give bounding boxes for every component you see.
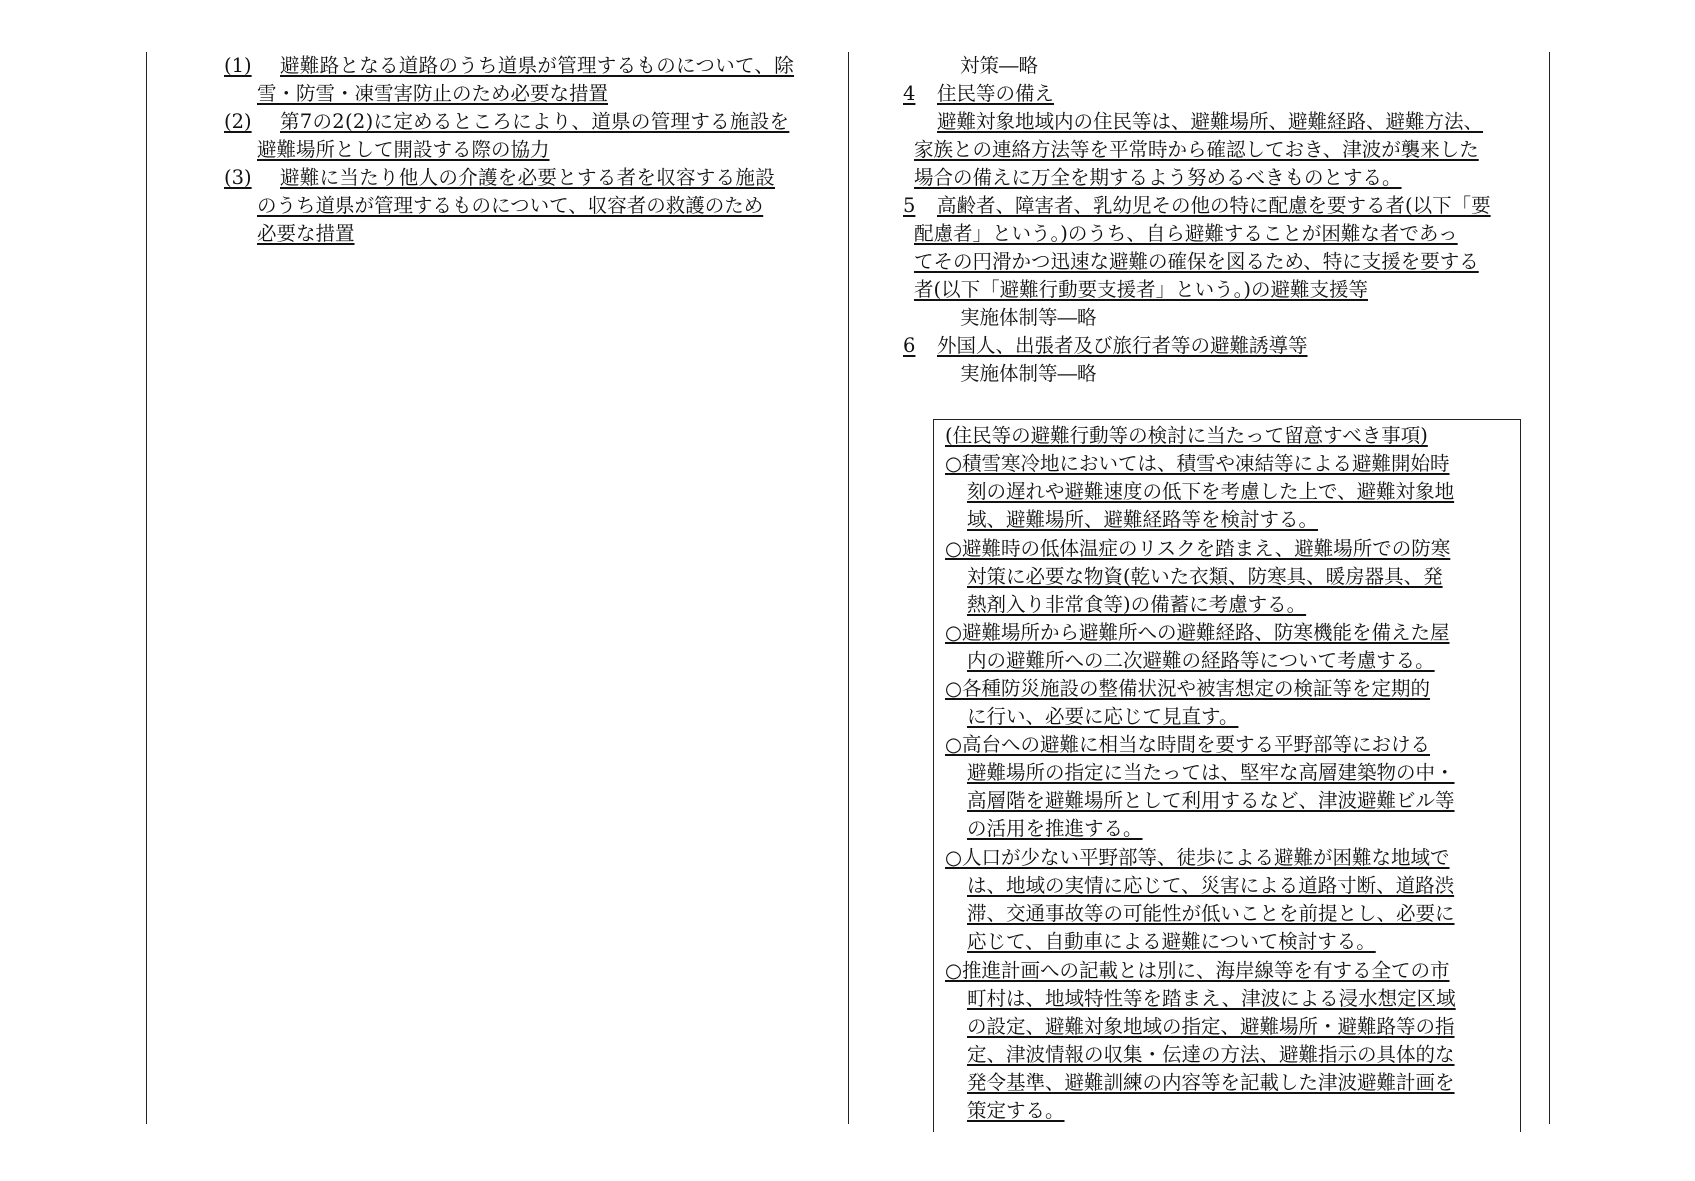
section-5-title: 高齢者、障害者、乳幼児その他の特に配慮を要する者(以下「要	[937, 194, 1491, 217]
item-2-number: (2)	[224, 110, 252, 133]
note-bullet-6-line-1: ○人口が少ない平野部等、徒歩による避難が困難な地域で	[945, 846, 1450, 869]
note-bullet-1-line-3: 域、避難場所、避難経路等を検討する。	[967, 508, 1319, 531]
item-2-line-1: 第7の2(2)に定めるところにより、道県の管理する施設を	[280, 110, 790, 133]
note-bullet-7-line-6: 策定する。	[967, 1099, 1065, 1122]
note-bullet-2-line-2: 対策に必要な物資(乾いた衣類、防寒具、暖房器具、発	[967, 565, 1443, 588]
section-4-number: 4	[903, 82, 916, 105]
section-5-number: 5	[903, 194, 916, 217]
item-3-line-1: 避難に当たり他人の介護を必要とする者を収容する施設	[280, 166, 776, 189]
note-bullet-3-line-1: ○避難場所から避難所への避難経路、防寒機能を備えた屋	[945, 621, 1450, 644]
note-bullet-2-line-3: 熱剤入り非常食等)の備蓄に考慮する。	[967, 593, 1307, 616]
note-bullet-2-line-1: ○避難時の低体温症のリスクを踏まえ、避難場所での防寒	[945, 537, 1451, 560]
note-box-heading: (住民等の避難行動等の検討に当たって留意すべき事項)	[945, 424, 1428, 447]
item-1-line-1: 避難路となる道路のうち道県が管理するものについて、除	[280, 54, 795, 77]
note-bullet-1-line-1: ○積雪寒冷地においては、積雪や凍結等による避難開始時	[945, 452, 1450, 475]
note-bullet-5-line-3: 高層階を避難場所として利用するなど、津波避難ビル等	[967, 789, 1455, 812]
item-1-number: (1)	[224, 54, 252, 77]
section-4-line-1: 避難対象地域内の住民等は、避難場所、避難経路、避難方法、	[937, 110, 1484, 133]
taisaku-omitted-line: 対策―略	[960, 54, 1039, 77]
section-6-sub: 実施体制等―略	[960, 362, 1097, 385]
note-bullet-6-line-2: は、地域の実情に応じて、災害による道路寸断、道路渋	[967, 874, 1455, 897]
item-2-line-2: 避難場所として開設する際の協力	[257, 138, 550, 161]
note-bullet-7-line-2: 町村は、地域特性等を踏まえ、津波による浸水想定区域	[967, 987, 1456, 1010]
note-bullet-6-line-3: 滞、交通事故等の可能性が低いことを前提とし、必要に	[967, 902, 1455, 925]
item-3-number: (3)	[224, 166, 252, 189]
note-bullet-5-line-2: 避難場所の指定に当たっては、堅牢な高層建築物の中・	[967, 761, 1455, 784]
note-bullet-7-line-5: 発令基準、避難訓練の内容等を記載した津波避難計画を	[967, 1071, 1455, 1094]
item-3-line-2: のうち道県が管理するものについて、収容者の救護のため	[257, 194, 764, 217]
section-5-sub: 実施体制等―略	[960, 306, 1097, 329]
section-4-title: 住民等の備え	[937, 82, 1055, 105]
note-bullet-7-line-4: 定、津波情報の収集・伝達の方法、避難指示の具体的な	[967, 1043, 1455, 1066]
note-bullet-7-line-3: の設定、避難対象地域の指定、避難場所・避難路等の指	[967, 1015, 1455, 1038]
note-bullet-3-line-2: 内の避難所への二次避難の経路等について考慮する。	[967, 649, 1435, 672]
section-5-line-1: 配慮者」という。)のうち、自ら避難することが困難な者であっ	[914, 222, 1458, 245]
note-bullet-5-line-1: ○高台への避難に相当な時間を要する平野部等における	[945, 733, 1431, 756]
note-bullet-6-line-4: 応じて、自動車による避難について検討する。	[967, 930, 1376, 953]
section-4-line-3: 場合の備えに万全を期するよう努めるべきものとする。	[914, 166, 1402, 189]
section-6-number: 6	[903, 334, 916, 357]
section-5-line-2: てその円滑かつ迅速な避難の確保を図るため、特に支援を要する	[914, 250, 1479, 273]
note-bullet-4-line-1: ○各種防災施設の整備状況や被害想定の検証等を定期的	[945, 677, 1431, 700]
note-bullet-1-line-2: 刻の遅れや避難速度の低下を考慮した上で、避難対象地	[967, 480, 1455, 503]
note-bullet-4-line-2: に行い、必要に応じて見直す。	[967, 705, 1239, 728]
item-3-line-3: 必要な措置	[257, 222, 355, 245]
note-bullet-7-line-1: ○推進計画への記載とは別に、海岸線等を有する全ての市	[945, 959, 1450, 982]
section-4-line-2: 家族との連絡方法等を平常時から確認しておき、津波が襲来した	[914, 138, 1479, 161]
note-bullet-5-line-4: の活用を推進する。	[967, 817, 1143, 840]
section-6-title: 外国人、出張者及び旅行者等の避難誘導等	[937, 334, 1308, 357]
section-5-line-3: 者(以下「避難行動要支援者」という。)の避難支援等	[914, 278, 1368, 301]
item-1-line-2: 雪・防雪・凍雪害防止のため必要な措置	[257, 82, 609, 105]
